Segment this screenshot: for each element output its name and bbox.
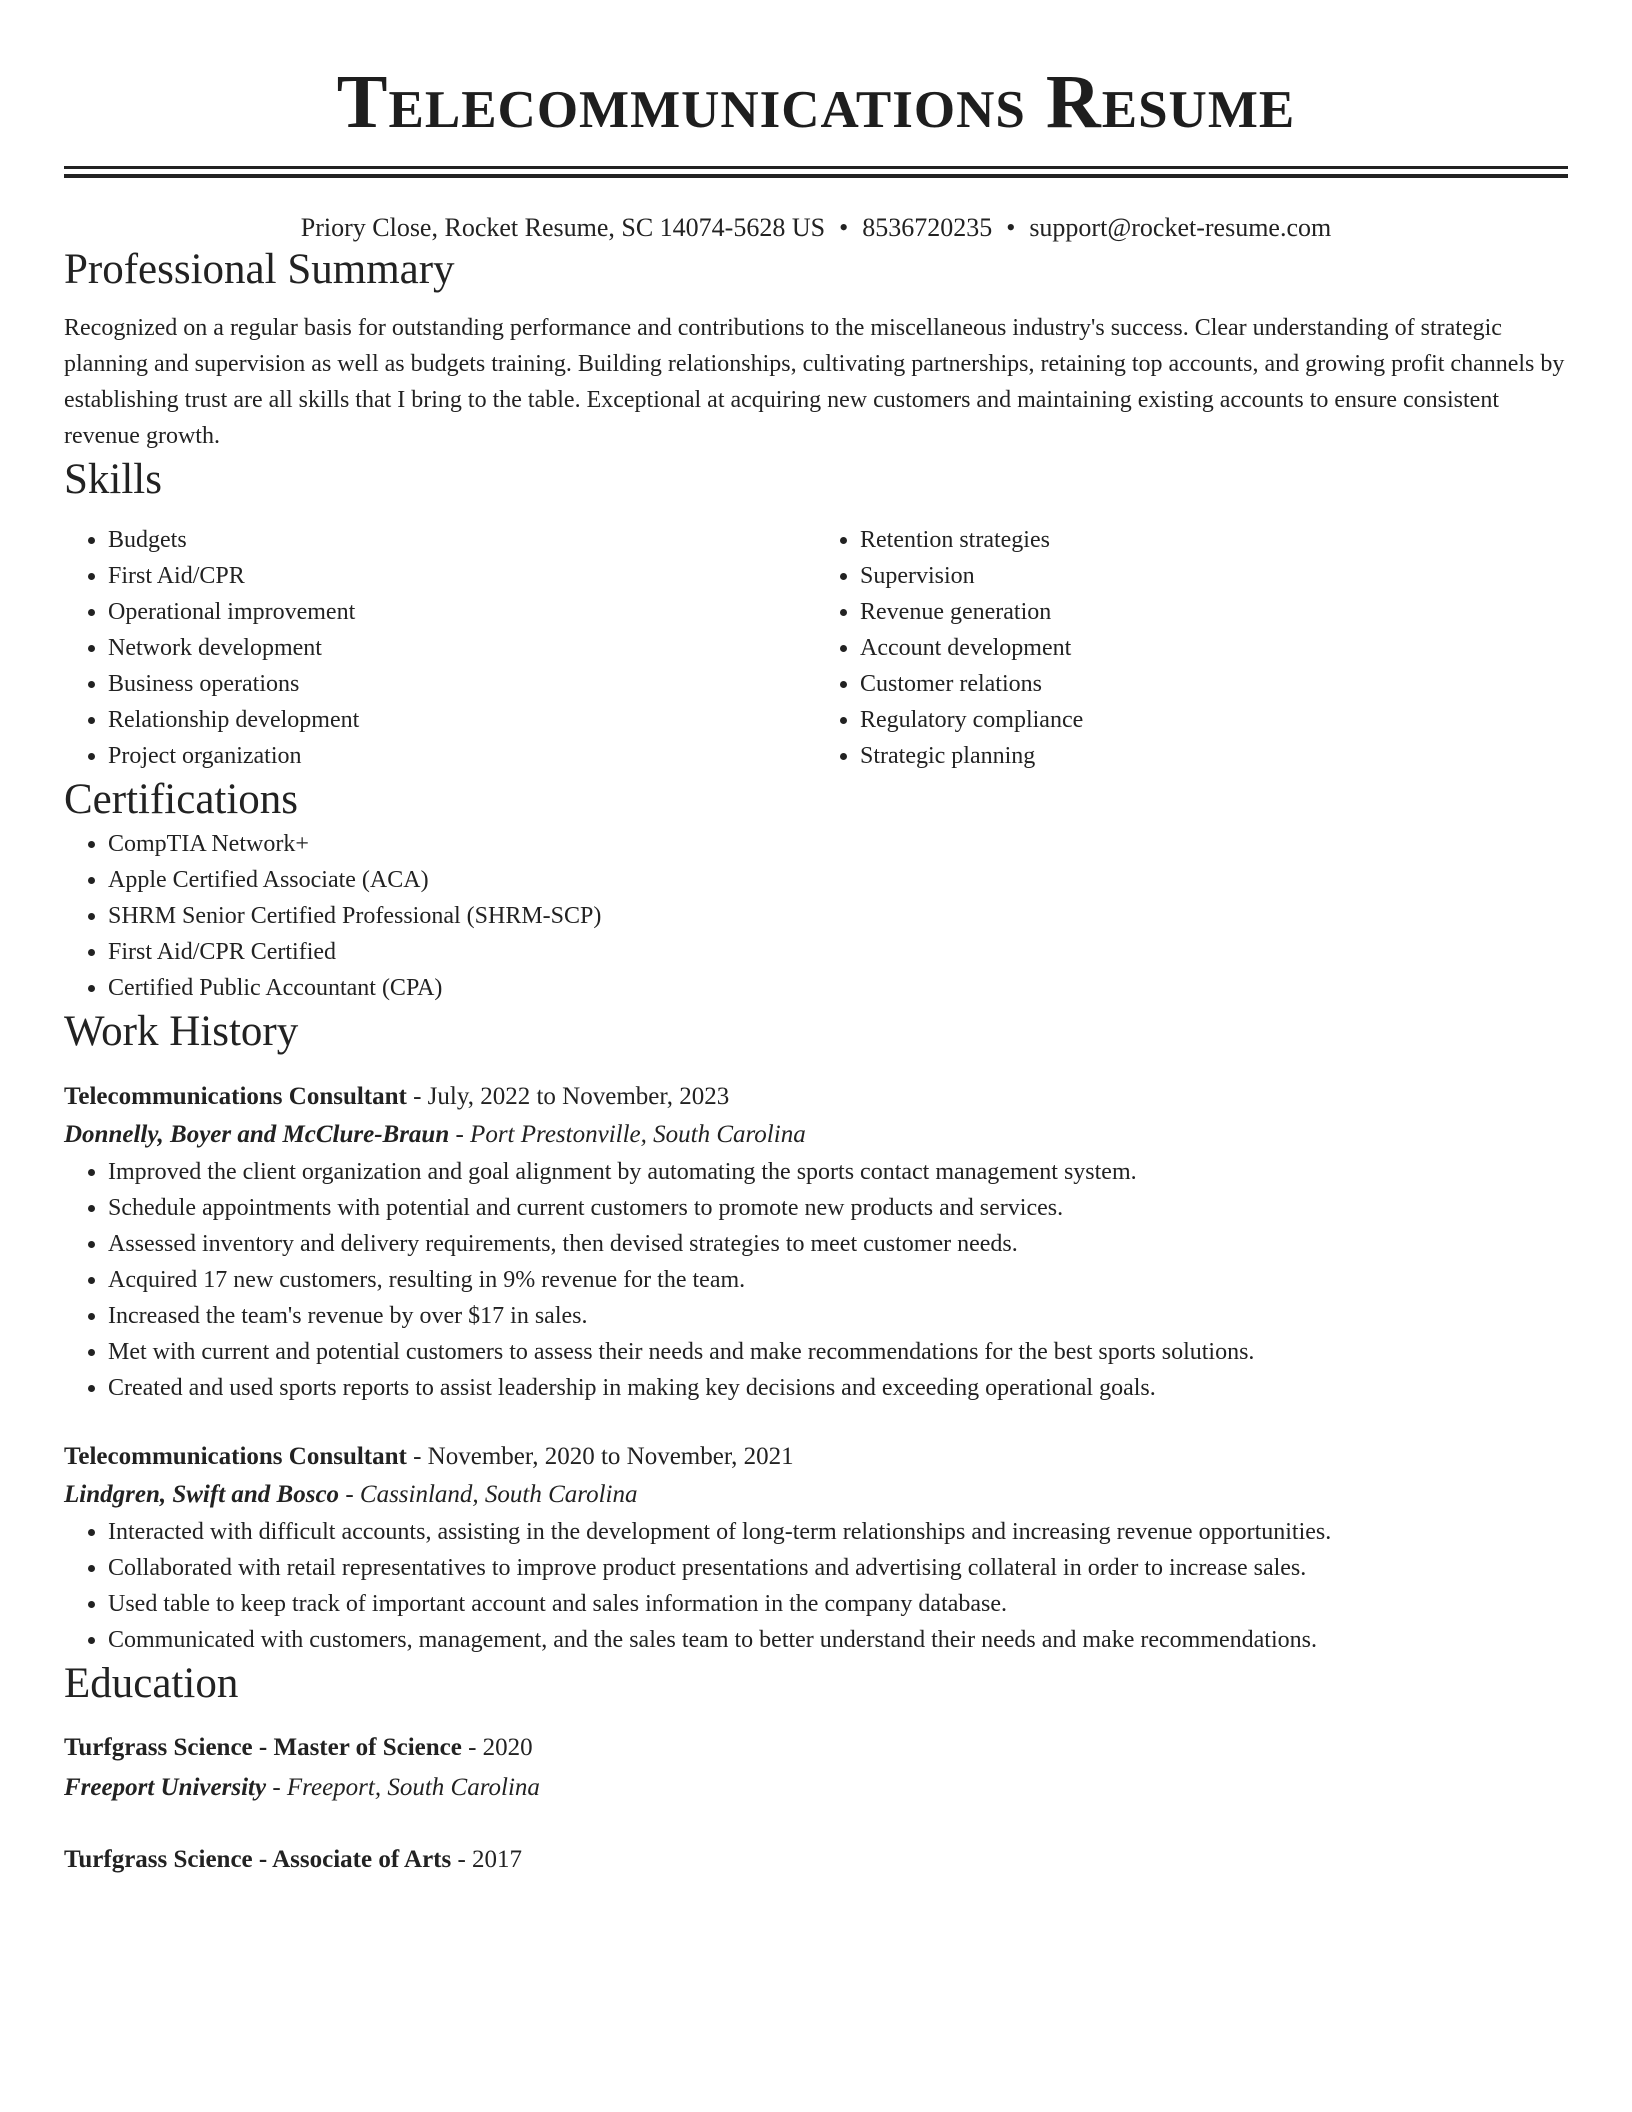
education-year: - 2020	[461, 1734, 533, 1761]
job-entry	[64, 1438, 1568, 1658]
education-entry	[64, 1840, 1568, 1880]
title-double-rule	[64, 166, 1568, 178]
resume-title: Telecommunications Resume	[336, 60, 1296, 144]
skill-item: • Relationship development	[108, 702, 816, 738]
work-history-heading: Work History	[64, 1008, 299, 1055]
skill-item: • Project organization	[108, 738, 816, 774]
contact-line	[64, 212, 1568, 244]
skill-item: • Supervision	[860, 558, 1568, 594]
summary-heading: Professional Summary	[64, 246, 455, 293]
job-bullet: • Collaborated with retail representatives to improve product presentations and advertising collateral in order to increase sales.	[108, 1550, 1568, 1586]
education-school-line	[64, 1768, 1568, 1808]
skill-item: • Operational improvement	[108, 594, 816, 630]
job-bullet: • Increased the team's revenue by over $17 in sales.	[108, 1298, 1568, 1334]
certification-item: • Certified Public Accountant (CPA)	[108, 970, 1568, 1006]
job-bullet: • Assessed inventory and delivery requirements, then devised strategies to meet customer needs.	[108, 1226, 1568, 1262]
summary-text: Recognized on a regular basis for outstanding performance and contributions to the miscellaneous industry's success. Clear understanding of strategic planning and supervision as well as budgets training. Building relationships, cultivating partnerships, retaining top accounts, and growing profit channels by establishing trust are all skills that I bring to the table. Exceptional at acquiring new customers and maintaining existing accounts to ensure consistent revenue growth.	[64, 315, 1565, 449]
job-bullet: • Created and used sports reports to assist leadership in making key decisions and exceeding operational goals.	[108, 1370, 1568, 1406]
job-bullet: • Met with current and potential customers to assess their needs and make recommendations for the best sports solutions.	[108, 1334, 1568, 1370]
skills-columns	[64, 522, 1568, 774]
job-company: Lindgren, Swift and Bosco	[64, 1481, 340, 1508]
education-location: - Freeport, South Carolina	[266, 1774, 540, 1801]
job-title: Telecommunications Consultant	[64, 1083, 407, 1110]
job-title-line	[64, 1078, 1568, 1116]
education-year: - 2017	[451, 1846, 523, 1873]
job-title-line	[64, 1438, 1568, 1476]
skill-item: • Account development	[860, 630, 1568, 666]
certification-item: • CompTIA Network+	[108, 826, 1568, 862]
job-company-line	[64, 1116, 1568, 1154]
certification-item: • SHRM Senior Certified Professional (SHRM-SCP)	[108, 898, 1568, 934]
skill-item: • Budgets	[108, 522, 816, 558]
skills-list-right	[816, 522, 1568, 774]
contact-separator: •	[1006, 213, 1016, 242]
contact-address: Priory Close, Rocket Resume, SC 14074-5628 US	[300, 213, 826, 242]
job-company: Donnelly, Boyer and McClure-Braun	[64, 1121, 450, 1148]
contact-email: support@rocket-resume.com	[1029, 213, 1332, 242]
education-school: Freeport University	[64, 1774, 267, 1801]
skills-list-left	[64, 522, 816, 774]
job-bullet: • Improved the client organization and goal alignment by automating the sports contact management system.	[108, 1154, 1568, 1190]
job-bullet: • Acquired 17 new customers, resulting in 9% revenue for the team.	[108, 1262, 1568, 1298]
job-bullet-list	[64, 1514, 1568, 1658]
job-bullet: • Communicated with customers, management, and the sales team to better understand their needs and make recommendations.	[108, 1622, 1568, 1658]
job-bullet-list	[64, 1154, 1568, 1406]
skills-heading: Skills	[64, 456, 162, 503]
skill-item: • Regulatory compliance	[860, 702, 1568, 738]
skill-item: • Strategic planning	[860, 738, 1568, 774]
job-title: Telecommunications Consultant	[64, 1443, 407, 1470]
job-bullet: • Used table to keep track of important account and sales information in the company database.	[108, 1586, 1568, 1622]
job-location: - Cassinland, South Carolina	[339, 1481, 638, 1508]
job-company-line	[64, 1476, 1568, 1514]
job-dates: - July, 2022 to November, 2023	[406, 1083, 730, 1110]
education-degree: Turfgrass Science - Master of Science	[64, 1734, 462, 1761]
job-bullet: • Schedule appointments with potential and current customers to promote new products and services.	[108, 1190, 1568, 1226]
skill-item: • Network development	[108, 630, 816, 666]
contact-phone: 8536720235	[862, 213, 993, 242]
skill-item: • Business operations	[108, 666, 816, 702]
job-bullet: • Interacted with difficult accounts, assisting in the development of long-term relationships and increasing revenue opportunities.	[108, 1514, 1568, 1550]
certifications-list	[64, 826, 1568, 1006]
skill-item: • Retention strategies	[860, 522, 1568, 558]
job-entry	[64, 1078, 1568, 1406]
education-degree-line	[64, 1840, 1568, 1880]
certification-item: • Apple Certified Associate (ACA)	[108, 862, 1568, 898]
job-location: - Port Prestonville, South Carolina	[449, 1121, 806, 1148]
education-entry	[64, 1728, 1568, 1808]
certifications-heading: Certifications	[64, 776, 299, 823]
skill-item: • First Aid/CPR	[108, 558, 816, 594]
education-degree-line	[64, 1728, 1568, 1768]
contact-separator: •	[839, 213, 849, 242]
education-heading: Education	[64, 1660, 239, 1707]
education-degree: Turfgrass Science - Associate of Arts	[64, 1846, 452, 1873]
certification-item: • First Aid/CPR Certified	[108, 934, 1568, 970]
skill-item: • Customer relations	[860, 666, 1568, 702]
skill-item: • Revenue generation	[860, 594, 1568, 630]
job-dates: - November, 2020 to November, 2021	[406, 1443, 794, 1470]
